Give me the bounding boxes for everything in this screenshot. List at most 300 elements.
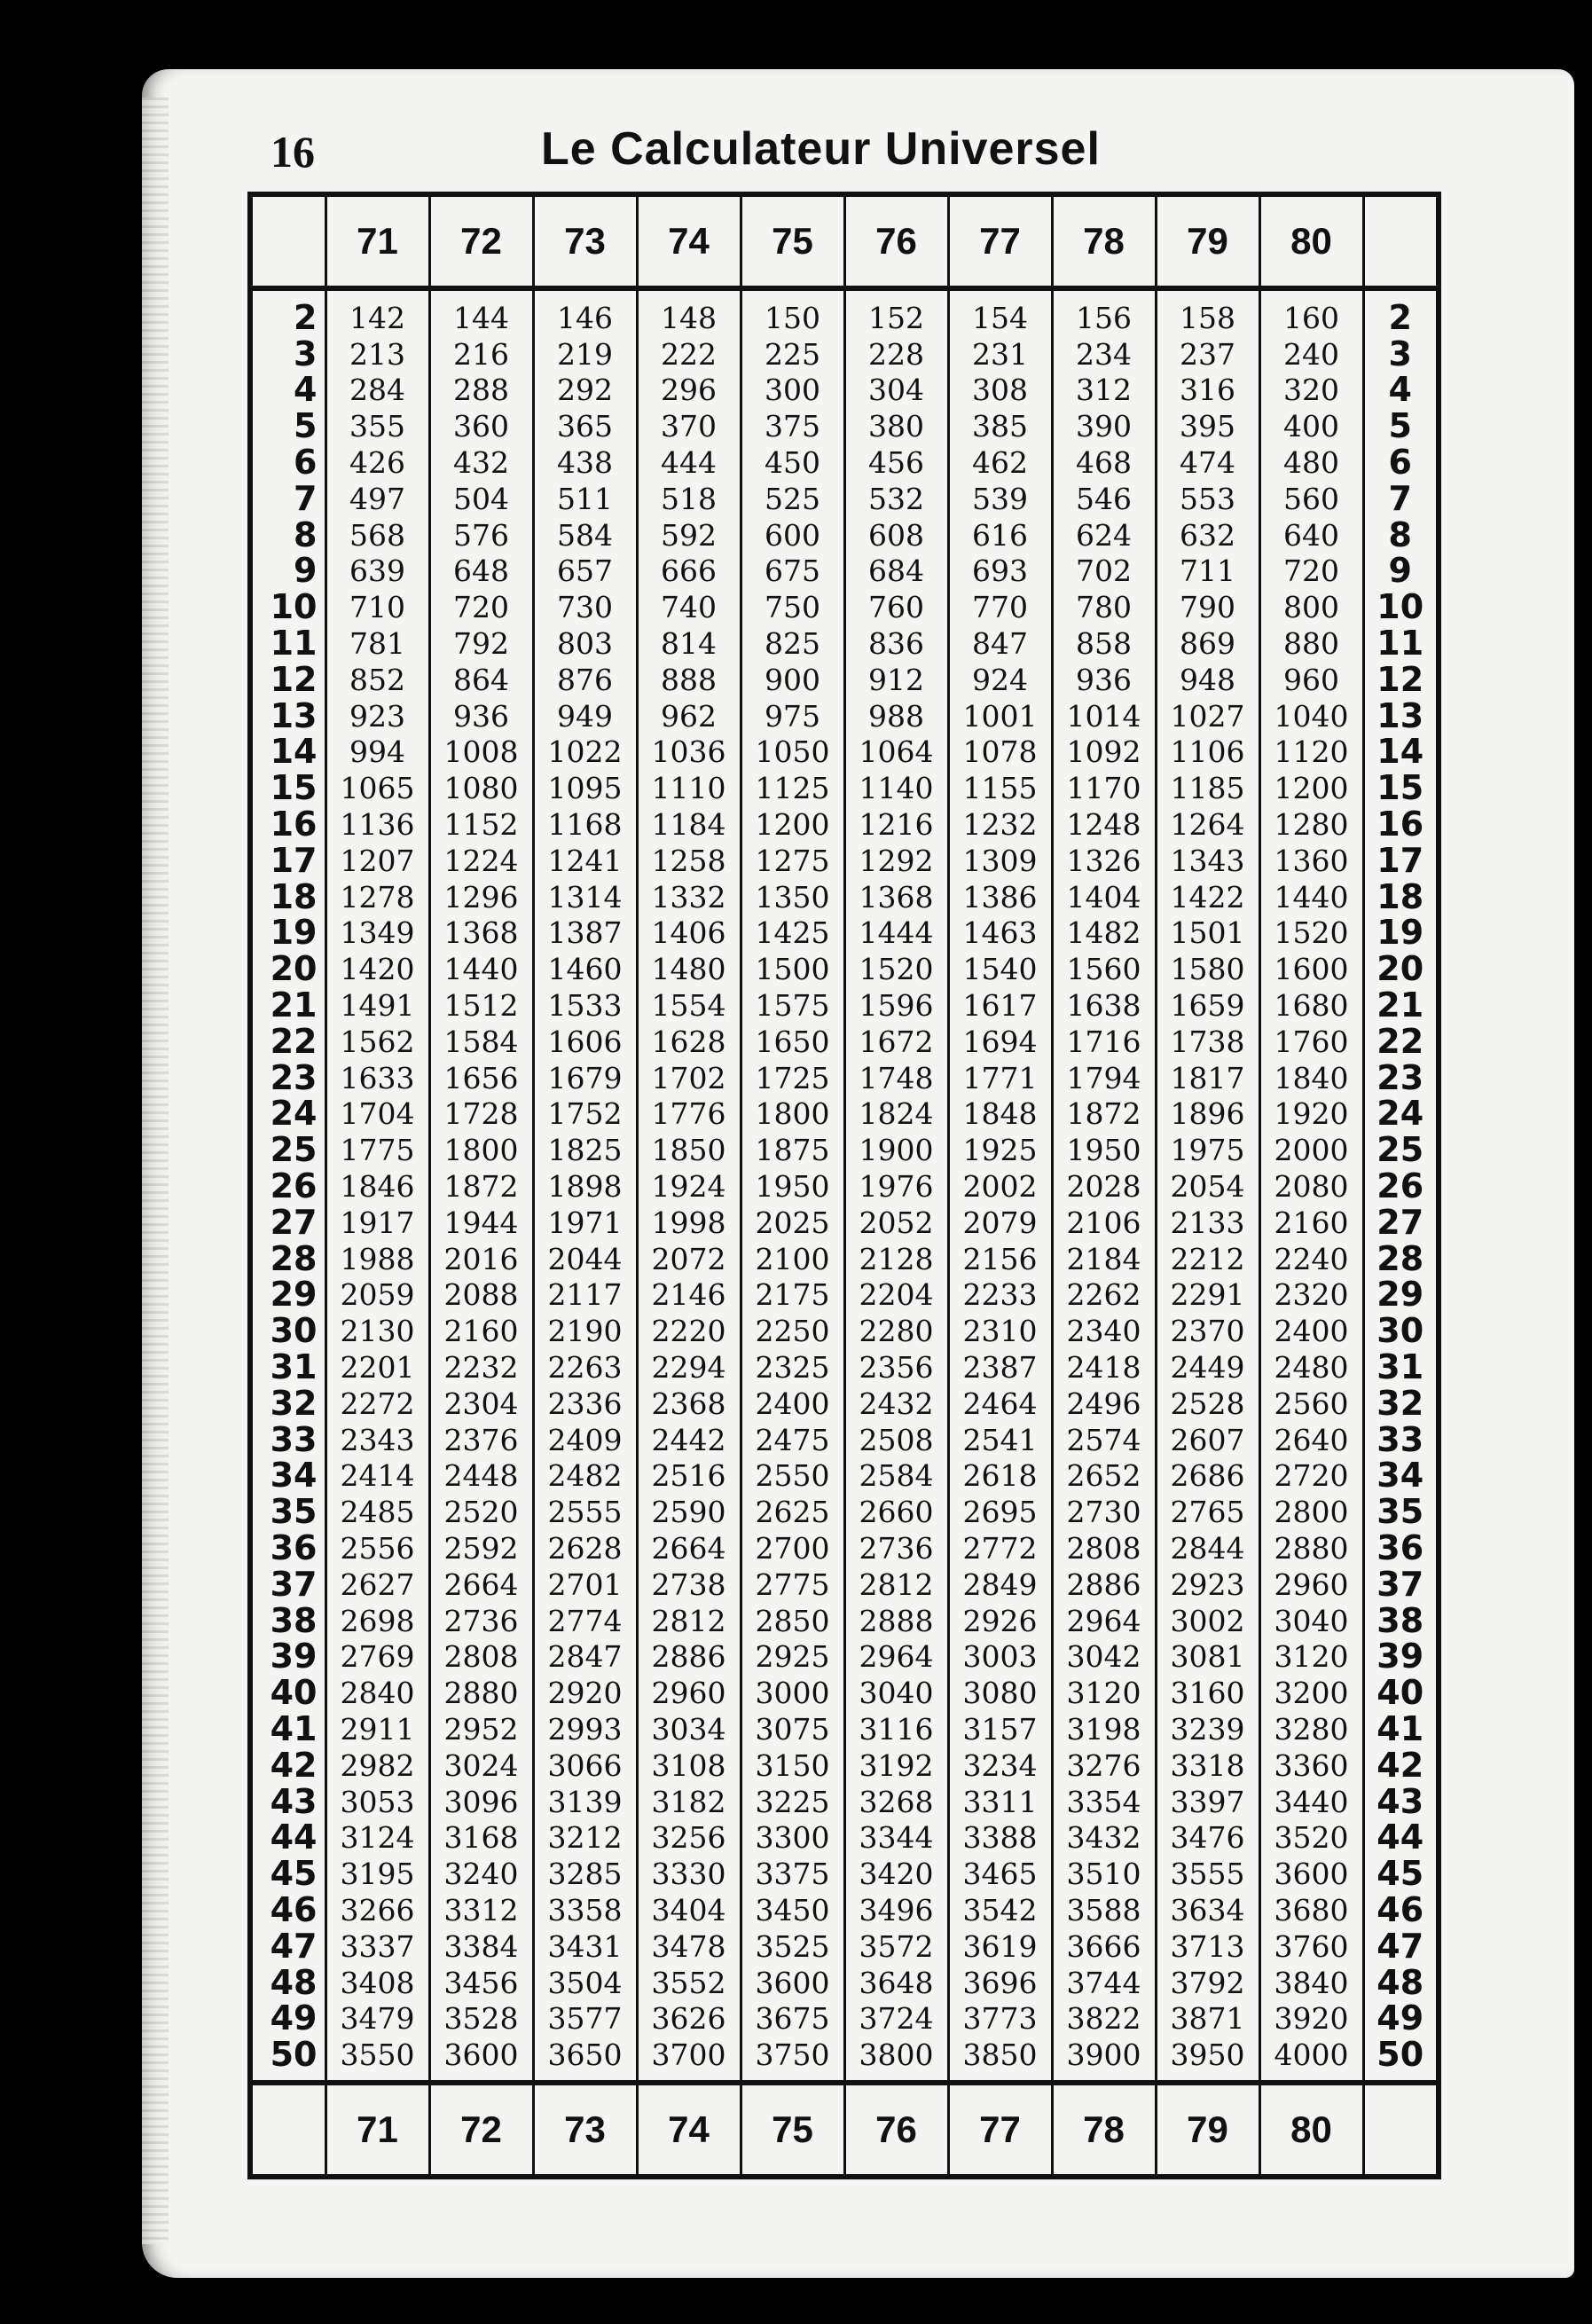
- table-footer-row: [250, 2083, 1439, 2177]
- product-cell: 924: [948, 662, 1052, 698]
- product-cell: 2720: [1259, 1458, 1363, 1495]
- product-cell: 2146: [637, 1277, 741, 1314]
- row-multiplier-left: 39: [250, 1638, 325, 1675]
- product-cell: 3182: [637, 1784, 741, 1820]
- product-cell: 1872: [1052, 1096, 1156, 1133]
- product-cell: 3696: [948, 1965, 1052, 2001]
- product-cell: 2262: [1052, 1277, 1156, 1314]
- product-cell: 3266: [325, 1892, 429, 1928]
- product-cell: 1440: [429, 951, 533, 987]
- product-cell: 720: [1259, 554, 1363, 590]
- product-cell: 216: [429, 336, 533, 373]
- table-row: [250, 336, 1439, 373]
- product-cell: 3478: [637, 1928, 741, 1965]
- row-multiplier-right: 7: [1363, 481, 1439, 517]
- row-multiplier-right: 15: [1363, 770, 1439, 806]
- table-row: [250, 1458, 1439, 1495]
- product-cell: 2607: [1156, 1422, 1259, 1458]
- product-cell: 3713: [1156, 1928, 1259, 1965]
- column-header: 78: [1052, 194, 1156, 288]
- row-multiplier-left: 47: [250, 1928, 325, 1965]
- product-cell: 1775: [325, 1132, 429, 1168]
- row-multiplier-left: 13: [250, 698, 325, 734]
- product-cell: 1760: [1259, 1024, 1363, 1060]
- product-cell: 3822: [1052, 2000, 1156, 2037]
- product-cell: 2106: [1052, 1205, 1156, 1241]
- product-cell: 3550: [325, 2037, 429, 2083]
- product-cell: 3871: [1156, 2000, 1259, 2037]
- product-cell: 3760: [1259, 1928, 1363, 1965]
- product-cell: 2886: [637, 1638, 741, 1675]
- product-cell: 300: [741, 373, 844, 409]
- column-header: 79: [1156, 194, 1259, 288]
- table-row: [250, 1784, 1439, 1820]
- product-cell: 1280: [1259, 806, 1363, 843]
- product-cell: 1924: [637, 1168, 741, 1205]
- product-cell: 864: [429, 662, 533, 698]
- product-cell: 3311: [948, 1784, 1052, 1820]
- product-cell: 760: [844, 589, 948, 625]
- product-cell: 2002: [948, 1168, 1052, 1205]
- product-cell: 2370: [1156, 1313, 1259, 1349]
- multiplication-table: [247, 192, 1441, 2179]
- product-cell: 1998: [637, 1205, 741, 1241]
- product-cell: 3792: [1156, 1965, 1259, 2001]
- product-cell: 2775: [741, 1566, 844, 1603]
- table-header-row: [250, 194, 1439, 288]
- column-header: 71: [325, 194, 429, 288]
- product-cell: 1350: [741, 879, 844, 915]
- product-cell: 2160: [429, 1313, 533, 1349]
- row-multiplier-right: 41: [1363, 1711, 1439, 1747]
- product-cell: 2952: [429, 1711, 533, 1747]
- product-cell: 3024: [429, 1747, 533, 1784]
- product-cell: 1975: [1156, 1132, 1259, 1168]
- product-cell: 3504: [533, 1965, 637, 2001]
- product-cell: 2664: [637, 1530, 741, 1566]
- row-multiplier-left: 14: [250, 734, 325, 771]
- product-cell: 568: [325, 517, 429, 554]
- product-cell: 3285: [533, 1856, 637, 1892]
- product-cell: 3572: [844, 1928, 948, 1965]
- table-row: [250, 987, 1439, 1024]
- product-cell: 1840: [1259, 1060, 1363, 1096]
- product-cell: 720: [429, 589, 533, 625]
- table-row: [250, 1422, 1439, 1458]
- product-cell: 1185: [1156, 770, 1259, 806]
- product-cell: 1001: [948, 698, 1052, 734]
- row-multiplier-right: 40: [1363, 1675, 1439, 1711]
- product-cell: 2356: [844, 1349, 948, 1386]
- row-multiplier-right: 6: [1363, 444, 1439, 481]
- product-cell: 962: [637, 698, 741, 734]
- product-cell: 3850: [948, 2037, 1052, 2083]
- product-cell: 1560: [1052, 951, 1156, 987]
- product-cell: 1200: [741, 806, 844, 843]
- table-row: [250, 951, 1439, 987]
- product-cell: 3528: [429, 2000, 533, 2037]
- product-cell: 1776: [637, 1096, 741, 1133]
- product-cell: 160: [1259, 288, 1363, 336]
- product-cell: 1216: [844, 806, 948, 843]
- product-cell: 1241: [533, 843, 637, 879]
- product-cell: 1752: [533, 1096, 637, 1133]
- product-cell: 3465: [948, 1856, 1052, 1892]
- product-cell: 2695: [948, 1494, 1052, 1530]
- product-cell: 497: [325, 481, 429, 517]
- product-cell: 2812: [844, 1566, 948, 1603]
- row-multiplier-right: 8: [1363, 517, 1439, 554]
- row-multiplier-left: 24: [250, 1096, 325, 1133]
- product-cell: 2982: [325, 1747, 429, 1784]
- product-cell: 156: [1052, 288, 1156, 336]
- product-cell: 1248: [1052, 806, 1156, 843]
- row-multiplier-left: 5: [250, 408, 325, 444]
- product-cell: 3440: [1259, 1784, 1363, 1820]
- row-multiplier-right: 35: [1363, 1494, 1439, 1530]
- product-cell: 511: [533, 481, 637, 517]
- product-cell: 2960: [1259, 1566, 1363, 1603]
- product-cell: 2291: [1156, 1277, 1259, 1314]
- column-header: 72: [429, 194, 533, 288]
- row-multiplier-left: 20: [250, 951, 325, 987]
- row-multiplier-left: 17: [250, 843, 325, 879]
- row-multiplier-left: 35: [250, 1494, 325, 1530]
- product-cell: 2400: [741, 1386, 844, 1422]
- product-cell: 1314: [533, 879, 637, 915]
- product-cell: 2448: [429, 1458, 533, 1495]
- product-cell: 2175: [741, 1277, 844, 1314]
- product-cell: 2325: [741, 1349, 844, 1386]
- row-multiplier-left: 45: [250, 1856, 325, 1892]
- product-cell: 2016: [429, 1241, 533, 1277]
- product-cell: 1771: [948, 1060, 1052, 1096]
- product-cell: 2960: [637, 1675, 741, 1711]
- product-cell: 3256: [637, 1819, 741, 1856]
- row-multiplier-right: 23: [1363, 1060, 1439, 1096]
- product-cell: 1463: [948, 915, 1052, 952]
- product-cell: 740: [637, 589, 741, 625]
- product-cell: 296: [637, 373, 741, 409]
- product-cell: 1725: [741, 1060, 844, 1096]
- product-cell: 2160: [1259, 1205, 1363, 1241]
- product-cell: 2849: [948, 1566, 1052, 1603]
- row-multiplier-right: 43: [1363, 1784, 1439, 1820]
- product-cell: 292: [533, 373, 637, 409]
- footer-corner-left: [250, 2083, 325, 2177]
- product-cell: 1152: [429, 806, 533, 843]
- product-cell: 2664: [429, 1566, 533, 1603]
- table-row: [250, 1060, 1439, 1096]
- product-cell: 1875: [741, 1132, 844, 1168]
- table-row: [250, 1386, 1439, 1422]
- row-multiplier-left: 50: [250, 2037, 325, 2083]
- product-cell: 2485: [325, 1494, 429, 1530]
- product-cell: 3800: [844, 2037, 948, 2083]
- product-cell: 2556: [325, 1530, 429, 1566]
- product-cell: 3276: [1052, 1747, 1156, 1784]
- product-cell: 2738: [637, 1566, 741, 1603]
- product-cell: 1258: [637, 843, 741, 879]
- product-cell: 3479: [325, 2000, 429, 2037]
- product-cell: 1444: [844, 915, 948, 952]
- product-cell: 876: [533, 662, 637, 698]
- product-cell: 1650: [741, 1024, 844, 1060]
- product-cell: 750: [741, 589, 844, 625]
- table-row: [250, 1566, 1439, 1603]
- product-cell: 2923: [1156, 1566, 1259, 1603]
- product-cell: 1349: [325, 915, 429, 952]
- product-cell: 3666: [1052, 1928, 1156, 1965]
- product-cell: 2847: [533, 1638, 637, 1675]
- product-cell: 2574: [1052, 1422, 1156, 1458]
- product-cell: 3675: [741, 2000, 844, 2037]
- product-cell: 1387: [533, 915, 637, 952]
- product-cell: 2886: [1052, 1566, 1156, 1603]
- product-cell: 2130: [325, 1313, 429, 1349]
- row-multiplier-left: 33: [250, 1422, 325, 1458]
- row-multiplier-right: 31: [1363, 1349, 1439, 1386]
- row-multiplier-left: 4: [250, 373, 325, 409]
- row-multiplier-right: 20: [1363, 951, 1439, 987]
- row-multiplier-right: 47: [1363, 1928, 1439, 1965]
- product-cell: 1309: [948, 843, 1052, 879]
- product-cell: 3312: [429, 1892, 533, 1928]
- table-row: [250, 1132, 1439, 1168]
- page-title: Le Calculateur Universel: [541, 123, 1101, 175]
- product-cell: 2701: [533, 1566, 637, 1603]
- table-row: [250, 373, 1439, 409]
- product-cell: 1422: [1156, 879, 1259, 915]
- column-header: 75: [741, 194, 844, 288]
- product-cell: 2418: [1052, 1349, 1156, 1386]
- product-cell: 3139: [533, 1784, 637, 1820]
- product-cell: 3650: [533, 2037, 637, 2083]
- product-cell: 1008: [429, 734, 533, 771]
- product-cell: 3192: [844, 1747, 948, 1784]
- page-number: 16: [271, 127, 315, 177]
- row-multiplier-left: 15: [250, 770, 325, 806]
- product-cell: 385: [948, 408, 1052, 444]
- product-cell: 1988: [325, 1241, 429, 1277]
- product-cell: 852: [325, 662, 429, 698]
- product-cell: 3108: [637, 1747, 741, 1784]
- product-cell: 532: [844, 481, 948, 517]
- row-multiplier-right: 14: [1363, 734, 1439, 771]
- product-cell: 3096: [429, 1784, 533, 1820]
- product-cell: 3225: [741, 1784, 844, 1820]
- product-cell: 390: [1052, 408, 1156, 444]
- product-cell: 3420: [844, 1856, 948, 1892]
- product-cell: 2964: [1052, 1603, 1156, 1639]
- product-cell: 2212: [1156, 1241, 1259, 1277]
- table-row: [250, 517, 1439, 554]
- product-cell: 154: [948, 288, 1052, 336]
- product-cell: 2280: [844, 1313, 948, 1349]
- product-cell: 1296: [429, 879, 533, 915]
- product-cell: 825: [741, 625, 844, 662]
- product-cell: 1976: [844, 1168, 948, 1205]
- table-row: [250, 554, 1439, 590]
- row-multiplier-right: 30: [1363, 1313, 1439, 1349]
- product-cell: 1628: [637, 1024, 741, 1060]
- product-cell: 3900: [1052, 2037, 1156, 2083]
- product-cell: 1520: [1259, 915, 1363, 952]
- product-cell: 1332: [637, 879, 741, 915]
- product-cell: 1406: [637, 915, 741, 952]
- table-row: [250, 770, 1439, 806]
- product-cell: 3300: [741, 1819, 844, 1856]
- product-cell: 3648: [844, 1965, 948, 2001]
- product-cell: 225: [741, 336, 844, 373]
- product-cell: 2482: [533, 1458, 637, 1495]
- product-cell: 3840: [1259, 1965, 1363, 2001]
- product-cell: 3003: [948, 1638, 1052, 1675]
- product-cell: 2000: [1259, 1132, 1363, 1168]
- product-cell: 600: [741, 517, 844, 554]
- product-cell: 3450: [741, 1892, 844, 1928]
- product-cell: 1533: [533, 987, 637, 1024]
- row-multiplier-left: 32: [250, 1386, 325, 1422]
- product-cell: 3520: [1259, 1819, 1363, 1856]
- product-cell: 814: [637, 625, 741, 662]
- row-multiplier-right: 36: [1363, 1530, 1439, 1566]
- product-cell: 2686: [1156, 1458, 1259, 1495]
- table-row: [250, 1349, 1439, 1386]
- product-cell: 3212: [533, 1819, 637, 1856]
- table-row: [250, 1168, 1439, 1205]
- product-cell: 228: [844, 336, 948, 373]
- product-cell: 1491: [325, 987, 429, 1024]
- product-cell: 1704: [325, 1096, 429, 1133]
- product-cell: 792: [429, 625, 533, 662]
- row-multiplier-right: 11: [1363, 625, 1439, 662]
- product-cell: 1500: [741, 951, 844, 987]
- product-cell: 432: [429, 444, 533, 481]
- product-cell: 2640: [1259, 1422, 1363, 1458]
- product-cell: 365: [533, 408, 637, 444]
- table-row: [250, 625, 1439, 662]
- product-cell: 1900: [844, 1132, 948, 1168]
- product-cell: 2698: [325, 1603, 429, 1639]
- product-cell: 1425: [741, 915, 844, 952]
- product-cell: 1027: [1156, 698, 1259, 734]
- product-cell: 3080: [948, 1675, 1052, 1711]
- table-row: [250, 288, 1439, 336]
- product-cell: 1872: [429, 1168, 533, 1205]
- product-cell: 2508: [844, 1422, 948, 1458]
- product-cell: 2250: [741, 1313, 844, 1349]
- product-cell: 1106: [1156, 734, 1259, 771]
- product-cell: 770: [948, 589, 1052, 625]
- row-multiplier-right: 49: [1363, 2000, 1439, 2037]
- product-cell: 3384: [429, 1928, 533, 1965]
- product-cell: 2592: [429, 1530, 533, 1566]
- product-cell: 1050: [741, 734, 844, 771]
- row-multiplier-right: 33: [1363, 1422, 1439, 1458]
- product-cell: 450: [741, 444, 844, 481]
- row-multiplier-right: 22: [1363, 1024, 1439, 1060]
- table-row: [250, 1277, 1439, 1314]
- product-cell: 2844: [1156, 1530, 1259, 1566]
- product-cell: 3337: [325, 1928, 429, 1965]
- product-cell: 3042: [1052, 1638, 1156, 1675]
- product-cell: 3234: [948, 1747, 1052, 1784]
- product-cell: 237: [1156, 336, 1259, 373]
- product-cell: 616: [948, 517, 1052, 554]
- product-cell: 1950: [1052, 1132, 1156, 1168]
- product-cell: 2888: [844, 1603, 948, 1639]
- row-multiplier-left: 30: [250, 1313, 325, 1349]
- product-cell: 3000: [741, 1675, 844, 1711]
- table-row: [250, 1675, 1439, 1711]
- column-footer: 78: [1052, 2083, 1156, 2177]
- product-cell: 2294: [637, 1349, 741, 1386]
- product-cell: 3120: [1259, 1638, 1363, 1675]
- column-footer: 72: [429, 2083, 533, 2177]
- product-cell: 3404: [637, 1892, 741, 1928]
- product-cell: 3476: [1156, 1819, 1259, 1856]
- product-cell: 3034: [637, 1711, 741, 1747]
- product-cell: 847: [948, 625, 1052, 662]
- product-cell: 284: [325, 373, 429, 409]
- product-cell: 2772: [948, 1530, 1052, 1566]
- row-multiplier-left: 2: [250, 288, 325, 336]
- product-cell: 553: [1156, 481, 1259, 517]
- table-row: [250, 1205, 1439, 1241]
- product-cell: 2625: [741, 1494, 844, 1530]
- product-cell: 2880: [429, 1675, 533, 1711]
- row-multiplier-left: 34: [250, 1458, 325, 1495]
- product-cell: 148: [637, 288, 741, 336]
- product-cell: 1672: [844, 1024, 948, 1060]
- product-cell: 3600: [1259, 1856, 1363, 1892]
- product-cell: 158: [1156, 288, 1259, 336]
- product-cell: 3456: [429, 1965, 533, 2001]
- product-cell: 3150: [741, 1747, 844, 1784]
- product-cell: 3318: [1156, 1747, 1259, 1784]
- row-multiplier-right: 5: [1363, 408, 1439, 444]
- product-cell: 1110: [637, 770, 741, 806]
- table-row: [250, 1024, 1439, 1060]
- product-cell: 888: [637, 662, 741, 698]
- product-cell: 504: [429, 481, 533, 517]
- product-cell: 2880: [1259, 1530, 1363, 1566]
- product-cell: 1092: [1052, 734, 1156, 771]
- product-cell: 1022: [533, 734, 637, 771]
- product-cell: 3510: [1052, 1856, 1156, 1892]
- product-cell: 1584: [429, 1024, 533, 1060]
- product-cell: 2808: [429, 1638, 533, 1675]
- product-cell: 584: [533, 517, 637, 554]
- product-cell: 960: [1259, 662, 1363, 698]
- product-cell: 1501: [1156, 915, 1259, 952]
- row-multiplier-left: 7: [250, 481, 325, 517]
- table-row: [250, 1494, 1439, 1530]
- column-header: 73: [533, 194, 637, 288]
- product-cell: 1168: [533, 806, 637, 843]
- product-cell: 880: [1259, 625, 1363, 662]
- product-cell: 2736: [844, 1530, 948, 1566]
- product-cell: 2769: [325, 1638, 429, 1675]
- table-row: [250, 1711, 1439, 1747]
- product-cell: 2541: [948, 1422, 1052, 1458]
- product-cell: 539: [948, 481, 1052, 517]
- product-cell: 456: [844, 444, 948, 481]
- product-cell: 2233: [948, 1277, 1052, 1314]
- product-cell: 608: [844, 517, 948, 554]
- product-cell: 1404: [1052, 879, 1156, 915]
